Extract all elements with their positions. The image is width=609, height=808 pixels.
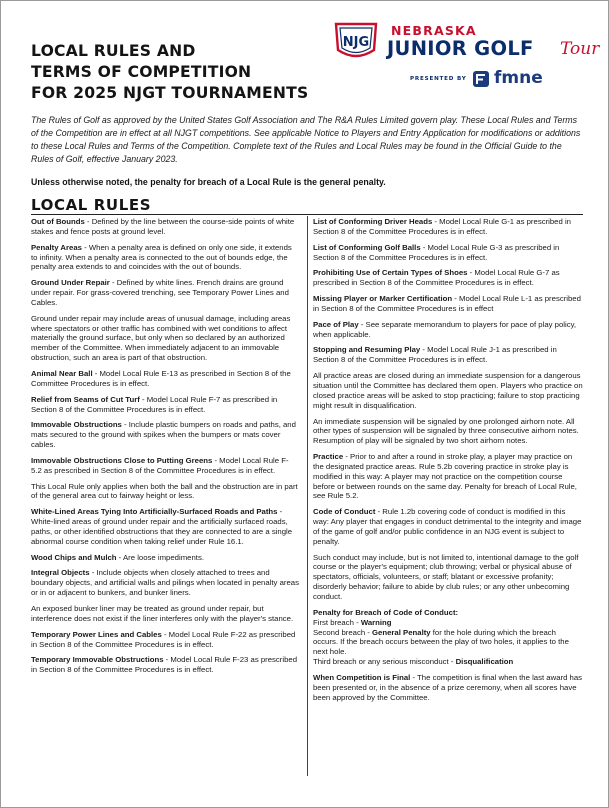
rule-heading: Animal Near Ball xyxy=(31,368,93,378)
rule-heading: List of Conforming Driver Heads xyxy=(313,217,433,226)
logo-presented-by: PRESENTED BY xyxy=(410,76,467,82)
rule-heading: When Competition is Final xyxy=(313,672,411,682)
rule-block xyxy=(313,268,583,288)
rule-block xyxy=(31,604,299,624)
njgt-logo xyxy=(334,18,600,101)
right-column xyxy=(313,217,583,708)
rule-text: - Model Local Rule F-23 as prescribed in Section 8 of the Committee Procedures is in effect. xyxy=(31,655,298,675)
fmne-mark-icon xyxy=(472,70,490,88)
rule-text: - Are loose impediments. xyxy=(116,552,204,562)
rule-heading: White-Lined Areas Tying Into Artificially-Surfaced Roads and Paths xyxy=(31,507,278,517)
rule-block xyxy=(31,507,299,546)
rule-heading: Missing Player or Marker Certification xyxy=(313,294,453,304)
penalty-note: Unless otherwise noted, the penalty for breach of a Local Rule is the general penalty. xyxy=(31,177,386,187)
rule-block xyxy=(313,320,583,340)
svg-text:NJG: NJG xyxy=(342,35,370,50)
penalty-breach-heading: Penalty for Breach of Code of Conduct: xyxy=(313,607,459,617)
rule-text: - Include plastic bumpers on roads and paths, and mats secured to the ground with spikes when the bumpers or mats cover cables. xyxy=(31,420,296,450)
rule-block xyxy=(31,314,299,363)
rule-block xyxy=(313,217,583,237)
rule-block xyxy=(313,294,583,314)
rule-text: - Model Local Rule G-3 as prescribed in Section 8 of the Committee Procedures is in effect. xyxy=(313,242,560,262)
rule-block xyxy=(31,630,299,650)
rule-block xyxy=(313,452,583,501)
rule-text: - Model Local Rule G-7 as prescribed in Section 8 of the Committee Procedures is in effect. xyxy=(313,268,560,288)
rule-text: Such conduct may include, but is not limited to, intentional damage to the golf course or the player's equipment; club throwing; verbal or physical abuse of spectators, officials, volunteers, or staff; blatant or excessive profanity; disorderly behavior; failure to abide by club rules; or any other unbecoming conduct. xyxy=(313,552,579,601)
rule-block xyxy=(313,345,583,365)
rule-block xyxy=(31,456,299,476)
rule-block xyxy=(31,655,299,675)
second-breach-row xyxy=(313,628,583,658)
rule-text: - Model Local Rule G-1 as prescribed in Section 8 of the Committee Procedures is in effect. xyxy=(313,217,571,236)
rule-heading: Out of Bounds xyxy=(31,217,85,226)
third-breach-value: Disqualification xyxy=(455,657,514,667)
rule-text: - Prior to and after a round in stroke play, a player may practice on the designated practice areas. Rule 5.2b covering practice in stroke play is modified in this way: A player may not practice on the competition course before or between rounds on the same day. Penalty for breach of Local Rule, see Rule 5.2. xyxy=(313,452,577,501)
rule-heading: Stopping and Resuming Play xyxy=(313,345,421,355)
rule-block xyxy=(31,395,299,415)
rule-block xyxy=(313,673,583,703)
first-breach-label: First breach - xyxy=(313,617,361,627)
second-breach-value: General Penalty xyxy=(372,627,431,637)
second-breach-text: for the hole during which the breach occurs. If the breach occurs between the play of two holes, it applies to the next hole. xyxy=(313,627,569,657)
rule-block xyxy=(31,420,299,450)
rule-heading: Wood Chips and Mulch xyxy=(31,552,117,562)
section-heading: LOCAL RULES xyxy=(31,196,152,214)
rule-block xyxy=(31,243,299,273)
rule-heading: Immovable Obstructions Close to Putting Greens xyxy=(31,455,213,465)
rule-text: - Model Local Rule F-22 as prescribed in Section 8 of the Committee Procedures is in effect. xyxy=(31,629,296,649)
rule-block xyxy=(313,417,583,447)
rule-heading: Penalty Areas xyxy=(31,242,82,252)
title-line: LOCAL RULES AND xyxy=(31,42,196,60)
intro-paragraph xyxy=(31,114,583,166)
rule-text: - Model Local Rule J-1 as prescribed in Section 8 of the Committee Procedures is in effect. xyxy=(313,345,557,365)
first-breach-row xyxy=(313,618,583,628)
rule-heading: Practice xyxy=(313,452,344,462)
penalty-breach-block xyxy=(313,608,583,667)
rule-text: - Rule 1.2b covering code of conduct is modified in this way: Any player that engages in conduct detrimental to the integrity and image of the game of golf and/or public confidence in an NJG event is subject to penalty. xyxy=(313,507,582,546)
rule-heading: Code of Conduct xyxy=(313,507,376,517)
rule-heading: Relief from Seams of Cut Turf xyxy=(31,394,140,404)
section-divider xyxy=(31,214,583,215)
title-line: TERMS OF COMPETITION xyxy=(31,63,252,81)
rule-block xyxy=(31,553,299,563)
left-column xyxy=(31,217,299,681)
logo-sponsor-text: fmne xyxy=(494,68,543,88)
logo-main-text: JUNIOR GOLF xyxy=(387,37,534,60)
rule-heading: Temporary Immovable Obstructions xyxy=(31,655,164,665)
rule-block xyxy=(313,553,583,602)
rule-text: - Model Local Rule L-1 as prescribed in Section 8 of the Committee Procedures is in effect xyxy=(313,294,581,313)
rule-heading: Pace of Play xyxy=(313,319,359,329)
rule-text: - Model Local Rule F-5.2 as prescribed in Section 8 of the Committee Procedures is in effect. xyxy=(31,455,289,475)
rule-text: - White-lined areas of ground under repair and the artificially surfaced roads, paths, or other identified obstructions that they are connected to are a single abnormal course condition when taking relief under Rule 16.1. xyxy=(31,507,293,546)
rule-block xyxy=(31,369,299,389)
rule-block xyxy=(313,371,583,410)
rule-text: - When a penalty area is defined on only one side, it extends to infinity. When a penalty area is connected to the out of bounds edge, the penalty area extends to and coincides with the out of bounds. xyxy=(31,242,292,272)
rule-text: - Model Local Rule F-7 as prescribed in Section 8 of the Committee Procedures is in effect. xyxy=(31,394,278,414)
rule-heading: Temporary Power Lines and Cables xyxy=(31,629,162,639)
rule-text: This Local Rule only applies when both the ball and the obstruction are in part of the general area cut to fairway height or less. xyxy=(31,481,298,501)
njg-shield-icon xyxy=(334,22,378,62)
rule-block xyxy=(31,568,299,598)
document-title xyxy=(31,41,308,104)
rule-text: - Defined by the line between the course-side points of white stakes and fence posts at ground level. xyxy=(31,217,295,236)
rule-block xyxy=(31,217,299,237)
title-line: FOR 2025 NJGT TOURNAMENTS xyxy=(31,84,309,102)
third-breach-label: Third breach or any serious misconduct - xyxy=(313,657,456,667)
rule-text: Ground under repair may include areas of unusual damage, including areas where spectators or other traffic has combined with wet conditions to affect materially the ground surface, but only when so declared by an authorized member of the Committee. When immediately adjacent to an immovable obstruction, such an area is part of that obstruction. xyxy=(31,313,291,363)
third-breach-row xyxy=(313,657,583,667)
logo-state-text: NEBRASKA xyxy=(391,23,477,38)
rule-text: - Include objects when closely attached to trees and boundary objects, and artificial walls and pilings when located in penalty areas or in or adjacent to bunkers, and bunker liners. xyxy=(31,568,299,598)
column-divider xyxy=(307,216,308,776)
rule-block xyxy=(31,278,299,308)
rule-block xyxy=(313,507,583,546)
intro-text: The Rules of Golf as approved by the United States Golf Association and The R&A Rules Limited govern play. These Local Rules and Terms of the Competition are in effect at all NJGT competitions. See applicable Notice to Players and Entry Application for modifications or additions to these Local Rules and Terms of the Competition. Complete text of the Rules and Local Rules may be found in the Official Guide to the Rules of Golf, effective January 2023. xyxy=(31,115,581,164)
rule-block xyxy=(31,482,299,502)
rule-text: - Defined by white lines. French drains are ground under repair. For grass-covered trenching, see Temporary Power Lines and Cables. xyxy=(31,278,289,307)
rule-heading: Ground Under Repair xyxy=(31,278,110,288)
first-breach-value: Warning xyxy=(360,617,392,627)
rule-text: - Model Local Rule E-13 as prescribed in Section 8 of the Committee Procedures is in effect. xyxy=(31,368,291,388)
logo-tour-text: Tour xyxy=(560,39,600,59)
rule-heading: List of Conforming Golf Balls xyxy=(313,242,421,252)
rule-heading: Immovable Obstructions xyxy=(31,420,122,430)
rule-text: All practice areas are closed during an immediate suspension for a dangerous situation until the Committee has declared them open. Players who practice on closed practice areas will be asked to stop practicing; failure to stop practicing might result in disqualification. xyxy=(313,371,583,410)
second-breach-label: Second breach - xyxy=(313,627,373,637)
rule-text: - See separate memorandum to players for pace of play policy, when applicable. xyxy=(313,319,577,339)
rule-block xyxy=(313,243,583,263)
rule-heading: Prohibiting Use of Certain Types of Shoes xyxy=(313,268,468,278)
rule-text: An exposed bunker liner may be treated as ground under repair, but interference does not exist if the liner interferes only with the player's stance. xyxy=(31,604,294,623)
rule-text: - The competition is final when the last award has been presented or, in the absence of a prize ceremony, when all scores have been approved by the Committee. xyxy=(313,672,583,702)
rule-heading: Integral Objects xyxy=(31,568,90,578)
rule-text: An immediate suspension will be signaled by one prolonged airhorn note. All other types of suspension will be signaled by three consecutive airhorn notes. Resumption of play will be signaled by two short airhorn notes. xyxy=(313,416,579,446)
